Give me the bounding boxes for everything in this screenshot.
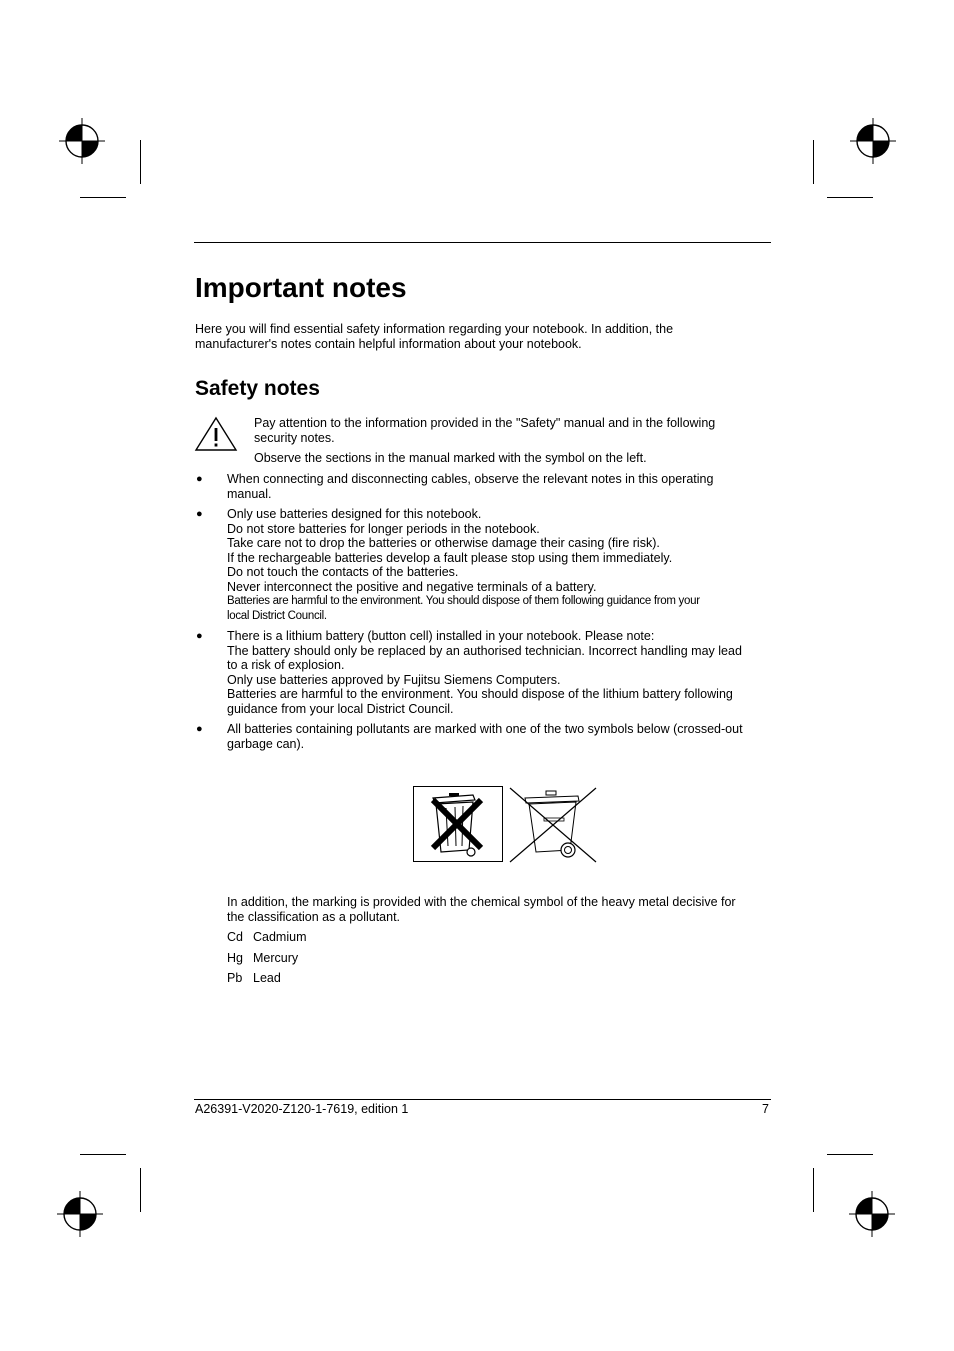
chemical-symbol-code: Cd	[227, 930, 243, 944]
bullet-dot: ●	[196, 473, 203, 485]
crop-line	[80, 1154, 126, 1155]
list-item-line: Only use batteries designed for this notebook.	[227, 507, 482, 521]
intro-line: Here you will find essential safety information regarding your notebook. In addition, the	[195, 322, 674, 336]
list-item-line: Do not store batteries for longer periods in the notebook.	[227, 521, 540, 536]
list-item-line: All batteries containing pollutants are marked with one of the two symbols below (crossed-out	[227, 722, 743, 736]
warning-line: security notes.	[254, 430, 335, 445]
list-item-line: garbage can).	[227, 736, 305, 751]
registration-mark-icon	[59, 118, 105, 164]
list-item-line: There is a lithium battery (button cell) installed in your notebook. Please note:	[227, 629, 655, 643]
list-item-line: Only use batteries approved by Fujitsu Siemens Computers.	[227, 672, 561, 687]
marking-paragraph	[227, 895, 767, 924]
warning-line: Pay attention to the information provided in the "Safety" manual and in the following	[254, 416, 716, 430]
crossed-out-wheelie-bin-icon	[508, 786, 598, 864]
chemical-symbol-row	[227, 930, 307, 944]
crop-line	[80, 197, 126, 198]
chemical-symbol-name: Lead	[253, 971, 281, 985]
list-item-line: Take care not to drop the batteries or otherwise damage their casing (fire risk).	[227, 536, 660, 550]
list-item	[227, 472, 767, 501]
chemical-symbol-name: Cadmium	[253, 930, 307, 944]
warning-triangle-icon	[194, 416, 238, 452]
registration-mark-icon	[850, 118, 896, 164]
page-title: Important notes	[195, 272, 407, 303]
crop-line	[140, 140, 141, 184]
crop-line	[813, 140, 814, 184]
footer-page-number: 7	[762, 1102, 769, 1116]
registration-mark-icon	[849, 1191, 895, 1237]
bullet-dot: ●	[196, 508, 203, 520]
intro-line: manufacturer's notes contain helpful information about your notebook.	[195, 337, 582, 351]
crop-line	[813, 1168, 814, 1212]
list-item-line: Never interconnect the positive and negative terminals of a battery.	[227, 579, 597, 594]
footer-doc-id: A26391-V2020-Z120-1-7619, edition 1	[195, 1102, 409, 1116]
crop-line	[140, 1168, 141, 1212]
list-item-line: local District Council.	[227, 609, 327, 622]
registration-mark-icon	[57, 1191, 103, 1237]
marking-line: In addition, the marking is provided with the chemical symbol of the heavy metal decisive for	[227, 895, 736, 909]
list-item	[227, 507, 767, 623]
chemical-symbol-name: Mercury	[253, 951, 299, 965]
list-item-line: If the rechargeable batteries develop a fault please stop using them immediately.	[227, 550, 673, 565]
warning-note	[254, 416, 764, 445]
marking-line: the classification as a pollutant.	[227, 909, 401, 924]
list-item-line: to a risk of explosion.	[227, 658, 345, 672]
chemical-symbol-code: Hg	[227, 951, 243, 965]
list-item-line: Do not touch the contacts of the batteries.	[227, 565, 459, 579]
list-item-line: The battery should only be replaced by an authorised technician. Incorrect handling may lead	[227, 643, 742, 658]
list-item-line: When connecting and disconnecting cables, observe the relevant notes in this operating	[227, 472, 714, 486]
bullet-dot: ●	[196, 630, 203, 642]
section-heading: Safety notes	[195, 377, 320, 400]
chemical-symbol-row	[227, 951, 298, 965]
footer-rule	[194, 1099, 771, 1100]
intro-paragraph	[195, 322, 770, 352]
chemical-symbol-code: Pb	[227, 971, 243, 985]
bullet-dot: ●	[196, 723, 203, 735]
crop-line	[827, 1154, 873, 1155]
list-item-line: Batteries are harmful to the environment. You should dispose of them following guidance from your	[227, 595, 700, 607]
list-item-line: manual.	[227, 486, 272, 501]
crossed-out-bin-boxed-icon	[413, 786, 503, 862]
list-item-line: guidance from your local District Council.	[227, 701, 454, 716]
header-rule	[194, 242, 771, 243]
chemical-symbol-row	[227, 971, 281, 985]
crop-line	[827, 197, 873, 198]
list-item	[227, 722, 767, 751]
list-item	[227, 629, 767, 716]
list-item-line: Batteries are harmful to the environment. You should dispose of the lithium battery following	[227, 687, 733, 701]
warning-observe: Observe the sections in the manual marked with the symbol on the left.	[254, 451, 647, 465]
